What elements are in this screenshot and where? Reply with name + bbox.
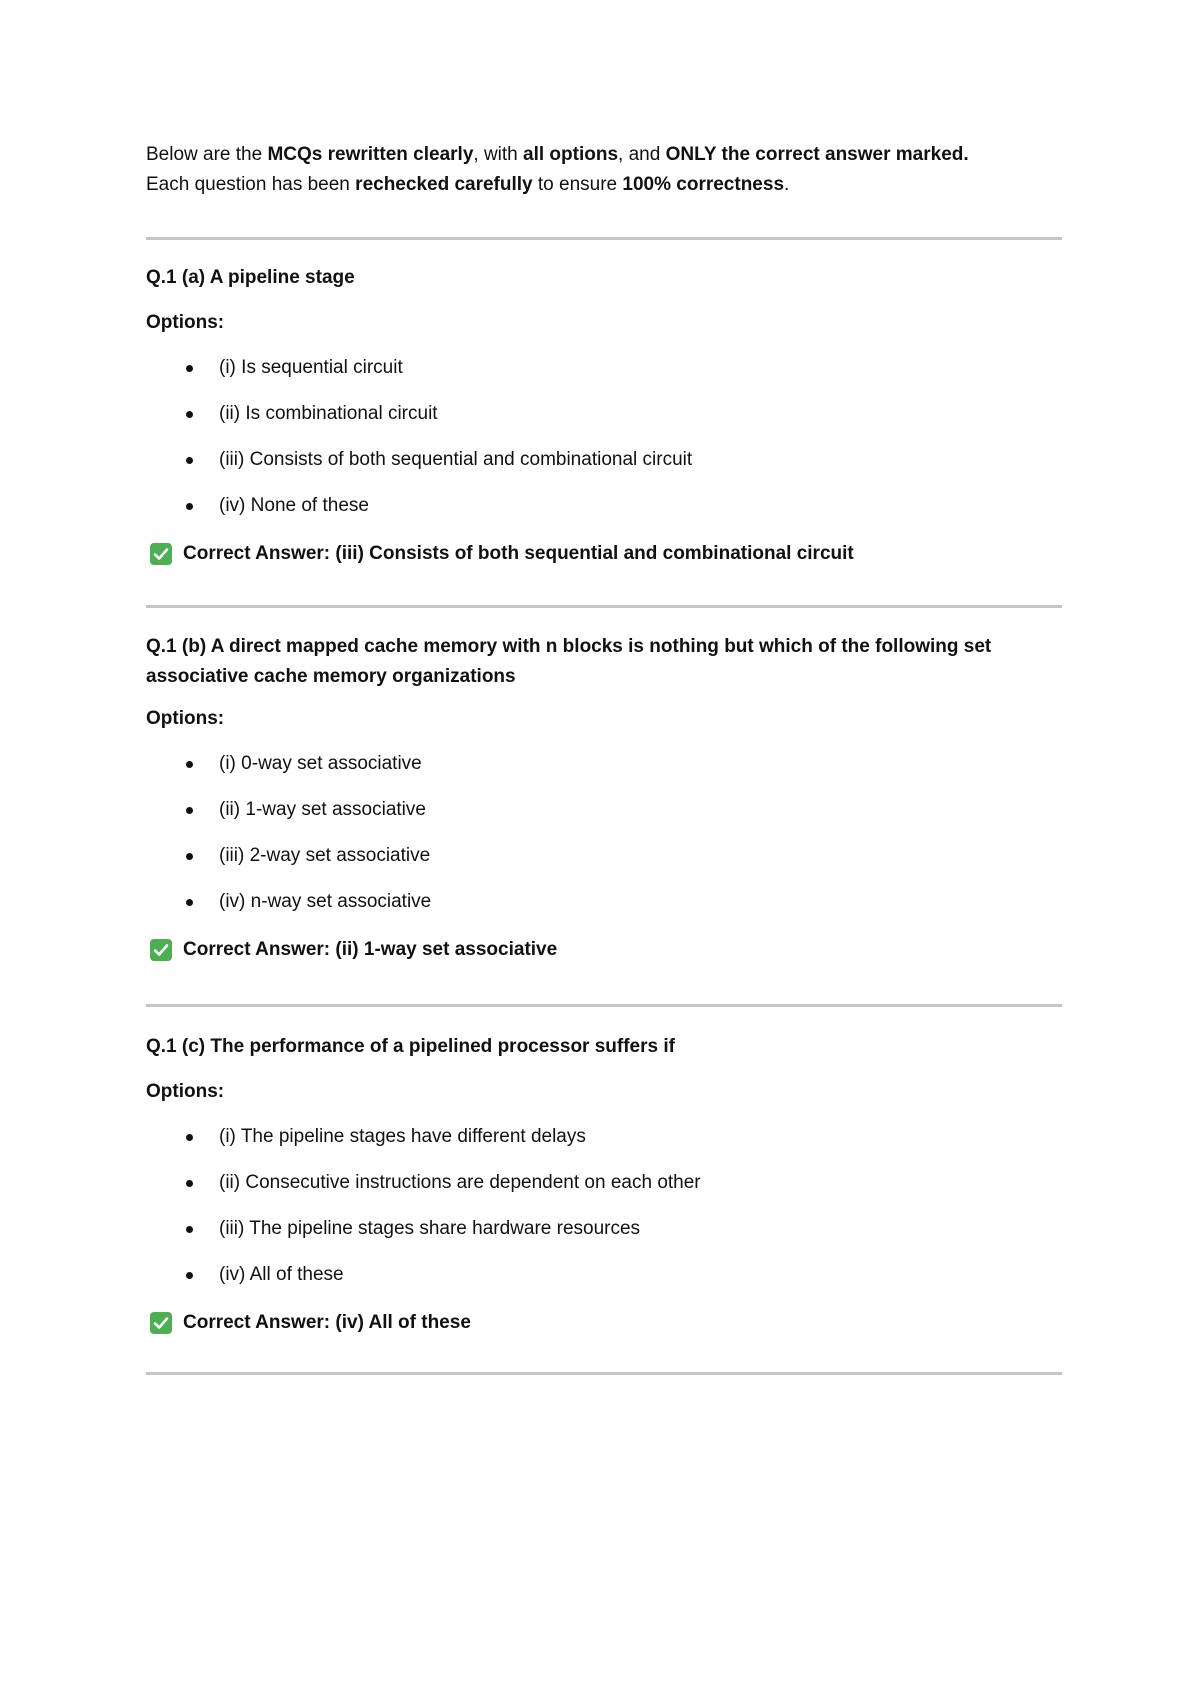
option-number: (i) (219, 1126, 236, 1147)
check-mark-icon (150, 939, 172, 961)
option-number: (iv) (219, 1264, 246, 1285)
option-item (146, 1122, 1062, 1152)
bullet-icon (186, 1226, 193, 1233)
divider (146, 237, 1062, 240)
option-number: (ii) (219, 1172, 241, 1193)
intro-text: , and (618, 144, 666, 165)
option-item (146, 1168, 1062, 1198)
option-number: (iii) (219, 845, 245, 866)
answer-text: (iii) Consists of both sequential and combinational circuit (335, 543, 854, 564)
bullet-icon (186, 1180, 193, 1187)
option-text: 0-way set associative (235, 753, 422, 774)
intro-line-1 (146, 140, 1062, 170)
option-text: Is sequential circuit (235, 357, 403, 378)
check-mark-icon (150, 1312, 172, 1334)
answer-prefix: Correct Answer: (183, 939, 331, 960)
options-label: Options: (146, 1081, 225, 1102)
bullet-icon (186, 457, 193, 464)
options-list (146, 749, 1062, 917)
bullet-icon (186, 411, 193, 418)
intro-text: rechecked carefully (355, 174, 533, 195)
option-number: (i) (219, 753, 236, 774)
answer-prefix: Correct Answer: (183, 1312, 331, 1333)
option-text: Consecutive instructions are dependent on each other (240, 1172, 701, 1193)
option-text: 1-way set associative (240, 799, 426, 820)
option-item (146, 491, 1062, 521)
intro-text: MCQs rewritten clearly (267, 144, 474, 165)
option-text: The pipeline stages have different delays (235, 1126, 586, 1147)
bullet-icon (186, 853, 193, 860)
intro-text: ONLY the correct answer marked. (665, 144, 969, 165)
options-label: Options: (146, 312, 225, 333)
option-text: None of these (245, 495, 369, 516)
option-item (146, 353, 1062, 383)
question-title: Q.1 (c) The performance of a pipelined processor suffers if (146, 1036, 675, 1057)
answer-text: (ii) 1-way set associative (335, 939, 558, 960)
divider (146, 1372, 1062, 1375)
intro-text: 100% correctness (622, 174, 785, 195)
option-item (146, 445, 1062, 475)
option-item (146, 749, 1062, 779)
check-mark-icon (150, 543, 172, 565)
intro (146, 140, 1062, 200)
bullet-icon (186, 761, 193, 768)
option-item (146, 795, 1062, 825)
bullet-icon (186, 899, 193, 906)
intro-text: Below are the (146, 144, 268, 165)
option-item (146, 1260, 1062, 1290)
option-text: Consists of both sequential and combinational circuit (244, 449, 693, 470)
option-number: (ii) (219, 403, 241, 424)
option-number: (iv) (219, 495, 246, 516)
option-text: 2-way set associative (244, 845, 431, 866)
answer-prefix: Correct Answer: (183, 543, 331, 564)
option-number: (iv) (219, 891, 246, 912)
intro-text: to ensure (532, 174, 623, 195)
bullet-icon (186, 807, 193, 814)
option-number: (ii) (219, 799, 241, 820)
bullet-icon (186, 503, 193, 510)
intro-text: . (784, 174, 790, 195)
divider (146, 605, 1062, 608)
options-list (146, 353, 1062, 521)
question-title: Q.1 (b) A direct mapped cache memory with n blocks is nothing but which of the following set associative cache memory organizations (146, 636, 992, 687)
option-number: (i) (219, 357, 236, 378)
bullet-icon (186, 1272, 193, 1279)
option-item (146, 1214, 1062, 1244)
options-label: Options: (146, 708, 225, 729)
bullet-icon (186, 1134, 193, 1141)
question-block-b (146, 632, 1062, 965)
bullet-icon (186, 365, 193, 372)
option-item (146, 841, 1062, 871)
option-item (146, 887, 1062, 917)
question-block-c (146, 1032, 1062, 1338)
intro-text: , with (473, 144, 524, 165)
options-list (146, 1122, 1062, 1290)
option-item (146, 399, 1062, 429)
correct-answer (146, 539, 1062, 569)
option-text: All of these (245, 1264, 344, 1285)
intro-text: Each question has been (146, 174, 356, 195)
intro-line-2 (146, 170, 1062, 200)
intro-text: all options (523, 144, 619, 165)
option-number: (iii) (219, 1218, 245, 1239)
question-title: Q.1 (a) A pipeline stage (146, 267, 355, 288)
question-block-a (146, 263, 1062, 569)
correct-answer (146, 1308, 1062, 1338)
divider (146, 1004, 1062, 1007)
answer-text: (iv) All of these (335, 1312, 471, 1333)
option-text: n-way set associative (245, 891, 432, 912)
option-text: The pipeline stages share hardware resources (244, 1218, 641, 1239)
option-number: (iii) (219, 449, 245, 470)
correct-answer (146, 935, 1062, 965)
option-text: Is combinational circuit (240, 403, 438, 424)
